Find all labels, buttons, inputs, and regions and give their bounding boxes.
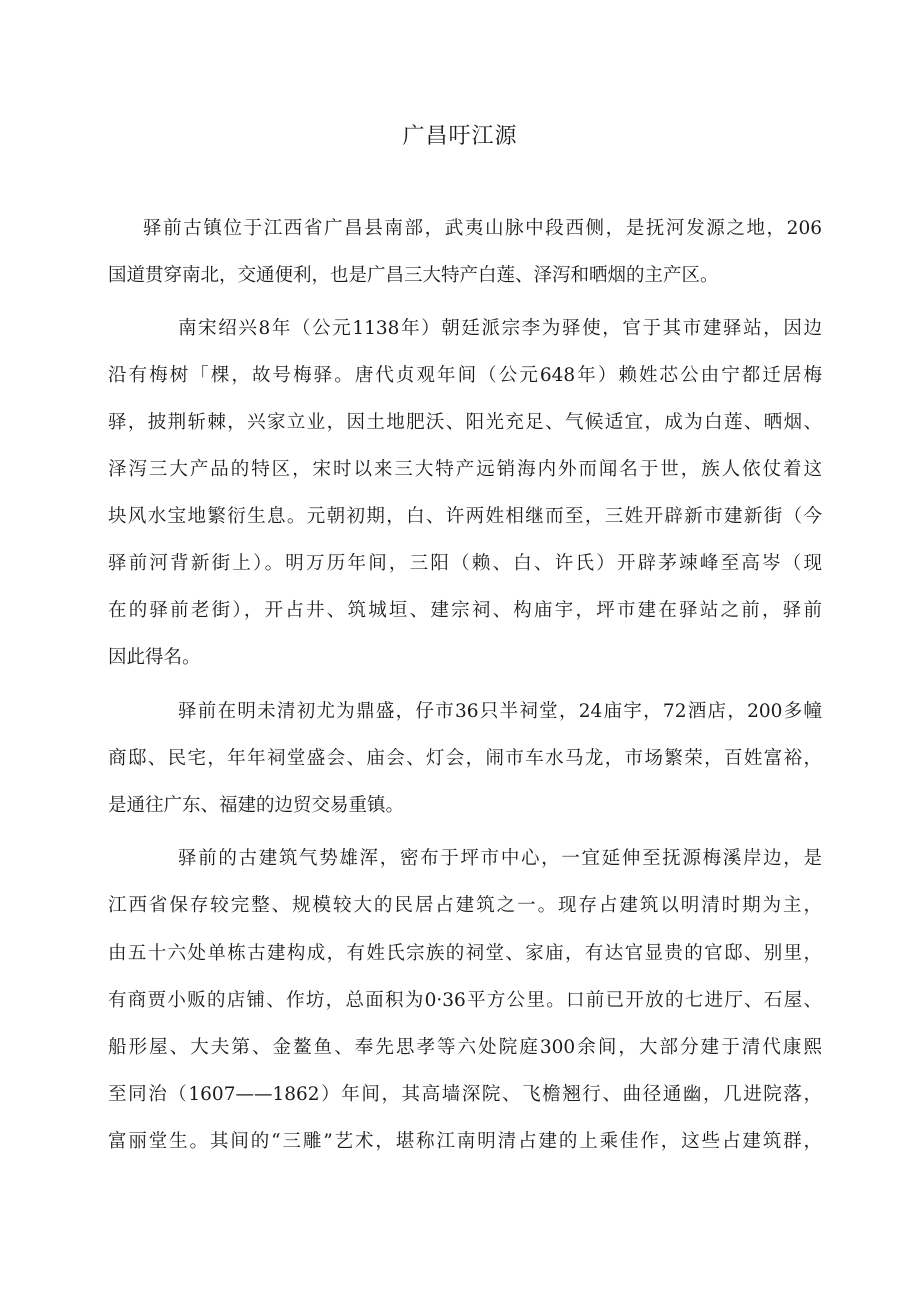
paragraph-line: 至同治（1607——1862）年间，其高墙深院、飞檐翘行、曲径通幽，几进院落， [108, 1084, 822, 1105]
paragraph-line: 驿前在明未清初尤为鼎盛，仔市36只半祠堂，24庙宇，72酒店，200多幢 [178, 701, 822, 722]
paragraph-line: 驿前古镇位于江西省广昌县南部，武夷山脉中段西侧，是抚河发源之地，206 [143, 218, 822, 239]
paragraph-line: 驿前河背新街上）。明万历年间，三阳（赖、白、许氏）开辟茅竦峰至高岑（现 [108, 553, 822, 574]
paragraph-line: 船形屋、大夫第、金鳌鱼、奉先思孝等六处院庭300余间，大部分建于清代康熙 [108, 1037, 822, 1058]
paragraph-line: 在的驿前老街），开占井、筑城垣、建宗祠、构庙宇，坪市建在驿站之前，驿前 [108, 600, 822, 621]
paragraph-line: 由五十六处单栋古建构成，有姓氏宗族的祠堂、家庙，有达官显贵的官邸、别里， [108, 943, 822, 964]
paragraph-line: 南宋绍兴8年（公元1138年）朝廷派宗李为驿使，官于其市建驿站，因边 [178, 318, 822, 339]
paragraph-line: 是通往广东、福建的边贸交易重镇。 [108, 795, 405, 816]
paragraph-line: 块风水宝地繁衍生息。元朝初期，白、许两姓相继而至，三姓开辟新市建新街（今 [108, 506, 822, 527]
paragraph-line: 国道贯穿南北，交通便利，也是广昌三大特产白莲、泽泻和晒烟的主产区。 [108, 265, 719, 286]
paragraph-line: 有商贾小贩的店铺、作坊，总面积为0·36平方公里。口前已开放的七进厅、石屋、 [108, 990, 822, 1011]
paragraph-line: 沿有梅树「棵，故号梅驿。唐代贞观年间（公元648年）赖姓芯公由宁都迁居梅 [108, 365, 822, 386]
paragraph-line: 驿前的古建筑气势雄浑，密布于坪市中心，一宜延伸至抚源梅溪岸边，是 [178, 848, 822, 869]
paragraph-line: 富丽堂生。其间的“三雕”艺术，堪称江南明清占建的上乘佳作，这些占建筑群， [108, 1131, 822, 1152]
paragraph-line: 商邸、民宅，年年祠堂盛会、庙会、灯会，闹市车水马龙，市场繁荣，百姓富裕， [108, 748, 822, 769]
paragraph-line: 泽泻三大产品的特区，宋时以来三大特产远销海内外而闻名于世，族人依仗着这 [108, 459, 822, 480]
paragraph-line: 江西省保存较完整、规模较大的民居占建筑之一。现存占建筑以明清时期为主， [108, 895, 822, 916]
document-title: 广昌吁江源 [402, 124, 518, 149]
paragraph-line: 因此得名。 [108, 647, 201, 668]
paragraph-line: 驿，披荆斩棘，兴家立业，因土地肥沃、阳光充足、气候适宜，成为白莲、晒烟、 [108, 412, 822, 433]
